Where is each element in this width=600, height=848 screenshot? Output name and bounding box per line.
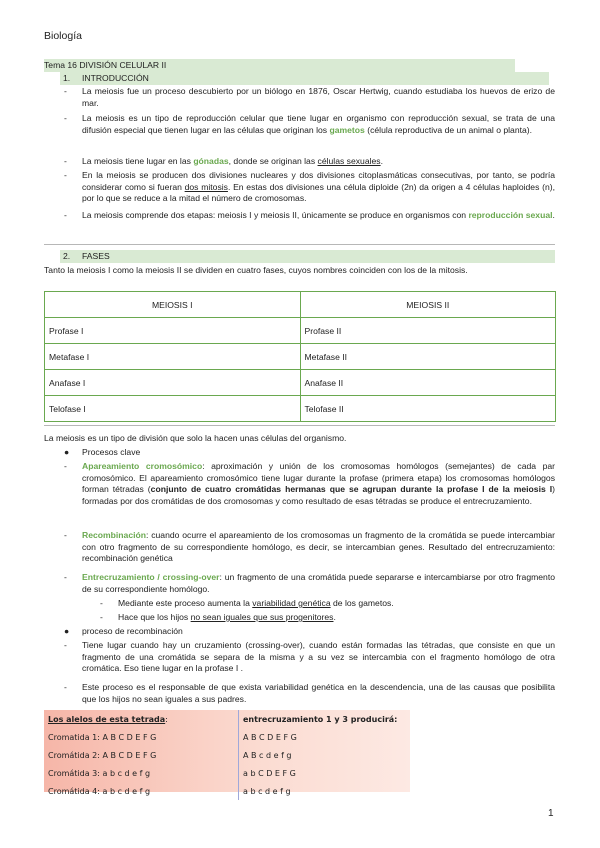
header-meiosis-2: MEIOSIS II: [300, 292, 556, 318]
term-gonadas: gónadas: [193, 156, 229, 166]
cromatida-2: Cromátida 2: A B C D E F G: [44, 746, 239, 764]
fases-header-row: [45, 292, 556, 318]
subject-header: Biología: [44, 30, 82, 42]
page-number: 1: [548, 808, 554, 819]
alelos-table: [44, 710, 410, 800]
divider-1: [44, 244, 555, 245]
alelos-left-header: Los alelos de esta tetrada: [48, 714, 166, 724]
divider-2: [44, 425, 555, 426]
cromatida-1: Cromatida 1: A B C D E F G: [44, 728, 239, 746]
cromatida-3: Cromátida 3: a b c d e f g: [44, 764, 239, 782]
table-row: [45, 344, 556, 370]
table-row: [44, 746, 410, 764]
list-item-apareamiento: - Apareamiento cromosómico: aproximación y unión de los cromosomas homólogos (semejantes) de cada par cromosómico. El apareamiento cromosómico tiene lugar durante la profase (primera etapa) los cromosomas homólogos forman tétradas (conjunto de cuatro cromátidas hermanas que se agrupan durante la profase I de la meiosis I) formadas por dos cromátidas de dos cromosomas y como resultado de esas tétradas se produce el entrecruzamiento.: [64, 461, 556, 506]
term-reproduccion-sexual: reproducción sexual: [468, 210, 553, 220]
list-item-proceso-recombinacion: ● proceso de recombinación: [64, 626, 183, 636]
meiosis-note: La meiosis es un tipo de división que solo la hacen unas células del organismo.: [44, 433, 347, 443]
term-variabilidad: variabilidad genética: [252, 598, 331, 608]
term-apareamiento: Apareamiento cromosómico: [82, 461, 203, 471]
resultado-1: A B C D E F G: [243, 732, 297, 742]
intro-bullet-2: - La meiosis es un tipo de reproducción celular que tiene lugar en organismo con reproducción sexual, se trata de una difusión especial que tienen lugar en las células que originan los gametos (célula reproductiva de un animal o planta).: [64, 113, 555, 135]
section2-number: 2.: [63, 251, 71, 261]
resultado-4: a b c d e f g: [243, 786, 291, 796]
term-celulas-sexuales: células sexuales: [317, 156, 381, 166]
section1-title: INTRODUCCIÓN: [82, 73, 149, 83]
list-item-recombinacion: - Recombinación: cuando ocurre el apareamiento de los cromosomas un fragmento de la cromátida se puede intercambiar con otro fragmento de su correspondiente homólogo, es decir, se intercambian genes. Resultado del entrecruzamiento: recombinación genética: [64, 530, 555, 564]
term-progenitores: no sean iguales que sus progenitores: [190, 612, 334, 622]
table-row: [45, 318, 556, 344]
term-dos-mitosis: dos mitosis: [184, 181, 228, 192]
list-item-variabilidad-genetica: - Este proceso es el responsable de que exista variabilidad genética en la descendencia, una de las causas que posibilita que los hijos no sean iguales a sus padres.: [64, 682, 555, 704]
section2-title: FASES: [82, 251, 110, 261]
sub-item-variabilidad: - Mediante este proceso aumenta la variabilidad genética de los gametos.: [100, 598, 394, 608]
bullet-dot-icon: ●: [64, 447, 70, 457]
list-item-procesos-clave: ● Procesos clave: [64, 447, 141, 457]
term-tetrada-definition: conjunto de cuatro cromátidas hermanas que se agrupan durante la profase I de la meiosis I: [150, 484, 553, 495]
resultado-2: A B c d e f g: [243, 750, 292, 760]
table-row: [44, 728, 410, 746]
section2-intro: Tanto la meiosis I como la meiosis II se dividen en cuatro fases, cuyos nombres coinciden con los de la mitosis.: [44, 265, 468, 275]
term-recombinacion: Recombinación: [82, 530, 146, 540]
list-item-entrecruzamiento: - Entrecruzamiento / crossing-over: un fragmento de una cromátida puede separarse e intercambiarse por otro fragmento de su correspondiente homólogo.: [64, 572, 555, 594]
table-row: [44, 782, 410, 800]
cell-metafase-2: Metafase II: [300, 344, 556, 370]
cromatida-4: Cromátida 4: a b c d e f g: [44, 782, 239, 800]
cell-telofase-2: Telofase II: [300, 396, 556, 422]
term-gametos: gametos: [329, 124, 365, 135]
cell-profase-2: Profase II: [300, 318, 556, 344]
cell-telofase-1: Telofase I: [45, 396, 301, 422]
cell-metafase-1: Metafase I: [45, 344, 301, 370]
table-row: [45, 396, 556, 422]
table-row: [45, 370, 556, 396]
intro-bullet-3: - La meiosis tiene lugar en las gónadas, donde se originan las células sexuales.: [64, 156, 383, 166]
intro-bullet-5: - La meiosis comprende dos etapas: meiosis I y meiosis II, únicamente se produce en organismos con reproducción sexual.: [64, 210, 555, 220]
intro-bullet-1: - La meiosis fue un proceso descubierto por un biólogo en 1876, Oscar Hertwig, cuando estudiaba los huevos de erizo de mar.: [64, 86, 555, 108]
bullet-dot-icon: ●: [64, 626, 70, 636]
cell-profase-1: Profase I: [45, 318, 301, 344]
sub-item-progenitores: - Hace que los hijos no sean iguales que sus progenitores.: [100, 612, 336, 622]
intro-bullet-4: - En la meiosis se producen dos divisiones nucleares y dos divisiones citoplasmáticas consecutivas, por tanto, se podría considerar como si fueran dos mitosis. En estas dos divisiones una célula diploide (2n) da origen a 4 células haploides (n), por lo que se reduce a la mitad el número de cromosomas.: [64, 170, 556, 204]
section1-number: 1.: [63, 73, 71, 83]
cell-anafase-2: Anafase II: [300, 370, 556, 396]
alelos-right-header: entrecruzamiento 1 y 3 producirá:: [243, 714, 398, 724]
header-meiosis-1: MEIOSIS I: [45, 292, 301, 318]
cell-anafase-1: Anafase I: [45, 370, 301, 396]
resultado-3: a b C D E F G: [243, 768, 296, 778]
list-item-crossing-over: - Tiene lugar cuando hay un cruzamiento (crossing-over), cuando están formadas las tétradas, que consiste en que un fragmento de una cromátida se separa de la misma y a su vez se intercambia con el fragmento homólogo de otra cromática. Eso tiene lugar en la profase I .: [64, 640, 555, 674]
topic-title: Tema 16 DIVISIÓN CELULAR II: [44, 60, 167, 70]
fases-table: [44, 291, 556, 422]
table-row: [44, 764, 410, 782]
term-entrecruzamiento: Entrecruzamiento / crossing-over: [82, 572, 220, 582]
alelos-header-row: Los alelos de esta tetrada: entrecruzamiento 1 y 3 producirá:: [44, 710, 410, 728]
section2-band: [60, 250, 555, 263]
